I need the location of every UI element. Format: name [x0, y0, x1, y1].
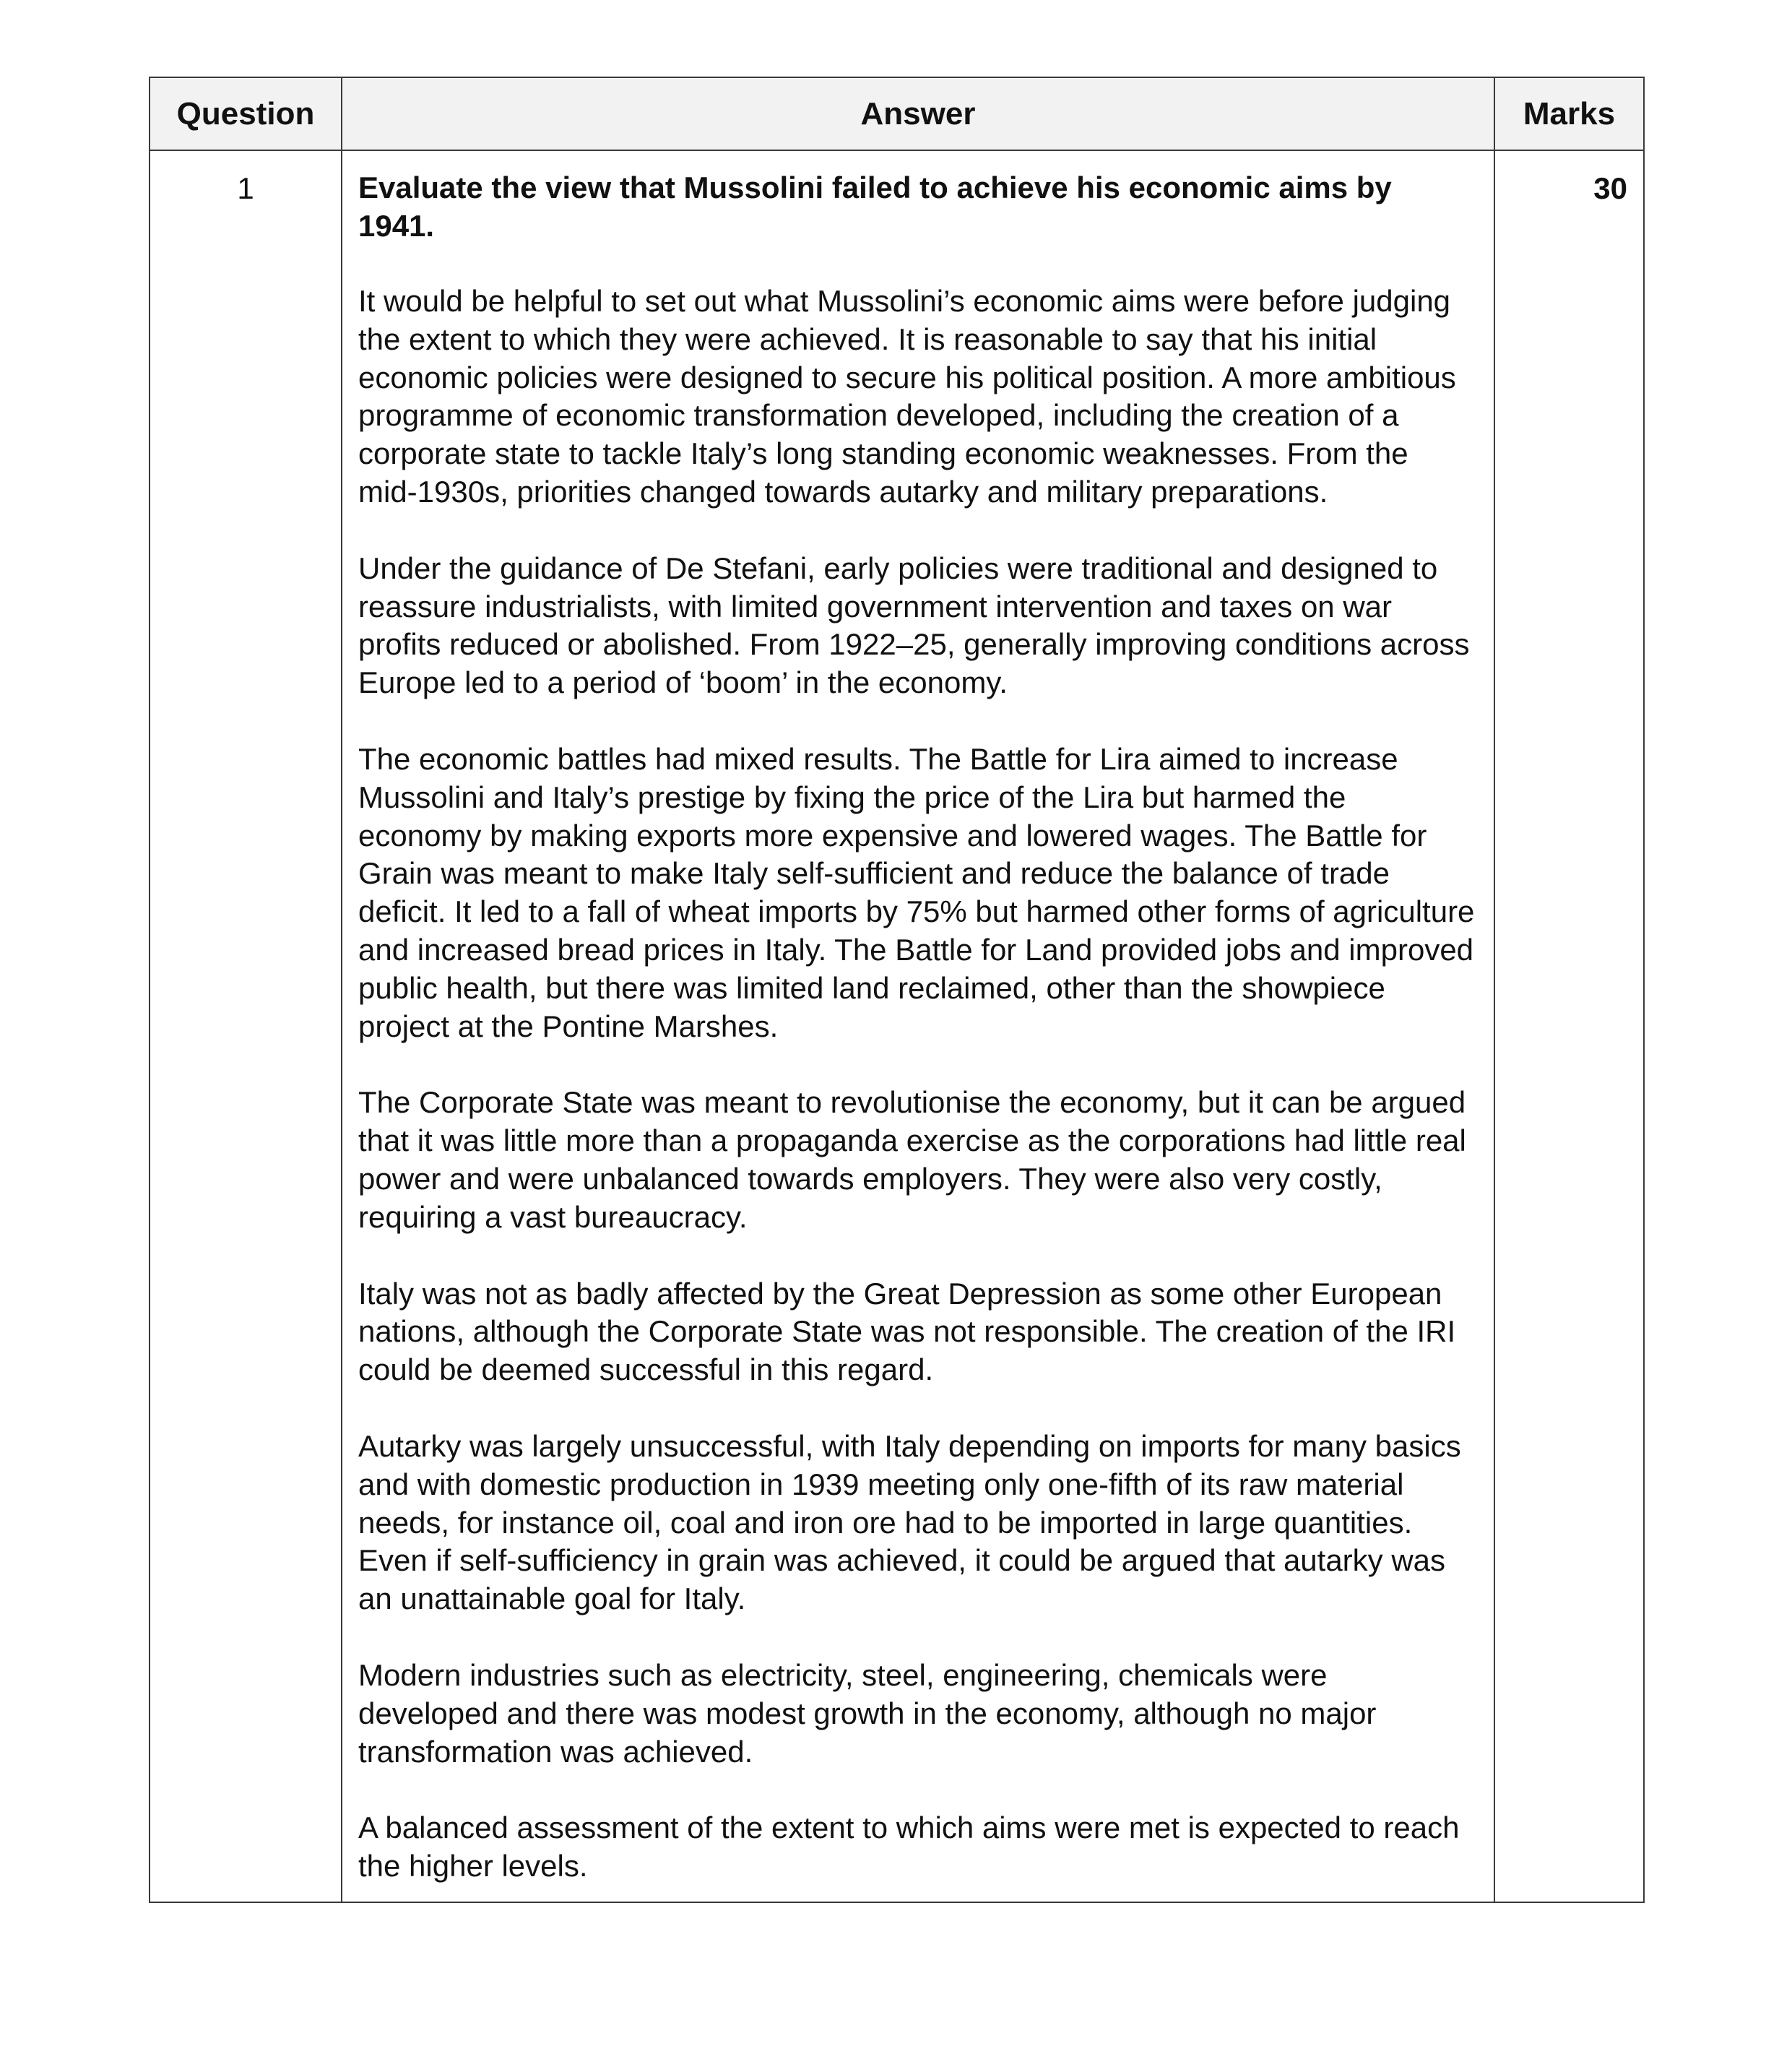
answer-paragraph: A balanced assessment of the extent to which aims were met is expected to reach the higher levels. [358, 1811, 1460, 1883]
table-row [150, 150, 1644, 1902]
marks-value: 30 [1494, 150, 1644, 1902]
mark-scheme-table [149, 77, 1645, 1903]
answer-paragraph: Modern industries such as electricity, steel, engineering, chemicals were developed and there was modest growth in the economy, although no major transformation was achieved. [358, 1657, 1377, 1769]
question-column-header: Question [150, 77, 342, 150]
header-row [150, 77, 1644, 150]
answer-paragraph: The Corporate State was meant to revolutionise the economy, but it can be argued that it was little more than a propaganda exercise as the corporations had little real power and were unbalanced towards employers. They were also very costly, requiring a vast bureaucracy. [358, 1085, 1466, 1234]
question-number: 1 [150, 150, 342, 1902]
answer-paragraph: Italy was not as badly affected by the Great Depression as some other European nations, although the Corporate State was not responsible. The creation of the IRI could be deemed successful in this regard. [358, 1276, 1456, 1387]
question-prompt: Evaluate the view that Mussolini failed to achieve his economic aims by 1941. [358, 171, 1392, 243]
answer-paragraph: Under the guidance of De Stefani, early policies were traditional and designed to reassure industrialists, with limited government intervention and taxes on war profits reduced or abolished. From 1922–25, generally improving conditions across Europe led to a period of ‘boom’ in the economy. [358, 551, 1470, 700]
answer-column-header: Answer [342, 77, 1494, 150]
answer-cell [342, 150, 1494, 1902]
answer-paragraph: It would be helpful to set out what Mussolini’s economic aims were before judging the extent to which they were achieved. It is reasonable to say that his initial economic policies were designed to secure his political position. A more ambitious programme of economic transformation developed, including the creation of a corporate state to tackle Italy’s long standing economic weaknesses. From the mid-1930s, priorities changed towards autarky and military preparations. [358, 284, 1456, 509]
answer-paragraph: Autarky was largely unsuccessful, with Italy depending on imports for many basics and with domestic production in 1939 meeting only one-fifth of its raw material needs, for instance oil, coal and iron ore had to be imported in large quantities. Even if self-sufficiency in grain was achieved, it could be argued that autarky was an unattainable goal for Italy. [358, 1428, 1461, 1616]
marks-column-header: Marks [1494, 77, 1644, 150]
answer-paragraph: The economic battles had mixed results. The Battle for Lira aimed to increase Mussolini and Italy’s prestige by fixing the price of the Lira but harmed the economy by making exports more expensive and lowered wages. The Battle for Grain was meant to make Italy self-sufficient and reduce the balance of trade deficit. It led to a fall of wheat imports by 75% but harmed other forms of agriculture and increased bread prices in Italy. The Battle for Land provided jobs and improved public health, but there was limited land reclaimed, other than the showpiece project at the Pontine Marshes. [358, 741, 1475, 1043]
